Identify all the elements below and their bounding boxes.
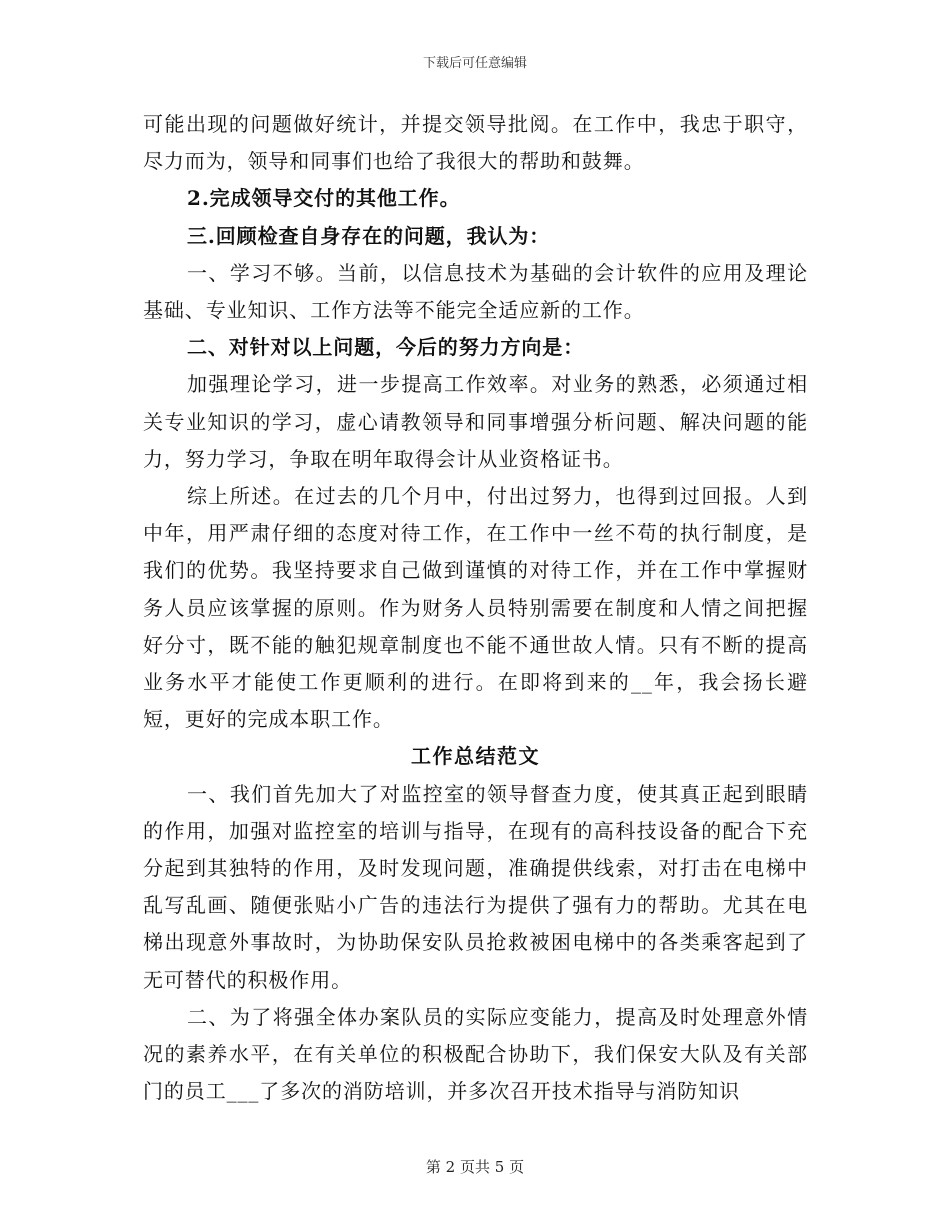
paragraph-fire-training: 二、为了将强全体办案队员的实际应变能力，提高及时处理意外情况的素养水平，在有关单位的积极配合协助下，我们保安大队及有关部门的员工___了多次的消防培训，并多次召开技术指导与消防知识: [143, 1004, 808, 1104]
paragraph-continuation: 可能出现的问题做好统计，并提交领导批阅。在工作中，我忠于职守，尽力而为，领导和同事们也给了我很大的帮助和鼓舞。: [143, 112, 808, 174]
paragraph-learning: 一、学习不够。当前，以信息技术为基础的会计软件的应用及理论基础、专业知识、工作方法等不能完全适应新的工作。: [143, 260, 808, 323]
document-title: 工作总结范文: [411, 744, 540, 769]
section-heading-direction: 二、对针对以上问题，今后的努力方向是：: [187, 335, 585, 360]
paragraph-theory-study: 加强理论学习，进一步提高工作效率。对业务的熟悉，必须通过相关专业知识的学习，虚心请教领导和同事增强分析问题、解决问题的能力，努力学习，争取在明年取得会计从业资格证书。: [143, 372, 808, 471]
paragraph-summary: 综上所述。在过去的几个月中，付出过努力，也得到过回报。人到中年，用严肃仔细的态度对待工作，在工作中一丝不苟的执行制度，是我们的优势。我坚持要求自己做到谨慎的对待工作，并在工作中掌握财务人员应该掌握的原则。作为财务人员特别需要在制度和人情之间把握好分寸，既不能的触犯规章制度也不能不通世故人情。只有不断的提高业务水平才能使工作更顺利的进行。在即将到来的__年，我会扬长避短，更好的完成本职工作。: [143, 484, 808, 732]
section-heading-review: 三.回顾检查自身存在的问题，我认为：: [187, 223, 551, 248]
page-number: 第 2 页共 5 页: [425, 1158, 525, 1176]
paragraph-monitoring: 一、我们首先加大了对监控室的领导督查力度，使其真正起到眼睛的作用，加强对监控室的培训与指导，在现有的高科技设备的配合下充分起到其独特的作用，及时发现问题，准确提供线索，对打击在电梯中乱写乱画、随便张贴小广告的违法行为提供了强有力的帮助。尤其在电梯出现意外事故时，为协助保安队员抢救被困电梯中的各类乘客起到了无可替代的积极作用。: [143, 781, 808, 992]
document-body: [143, 106, 808, 1110]
header-note: 下载后可任意编辑: [422, 56, 527, 71]
item-other-work: 2.完成领导交付的其他工作。: [187, 186, 461, 211]
